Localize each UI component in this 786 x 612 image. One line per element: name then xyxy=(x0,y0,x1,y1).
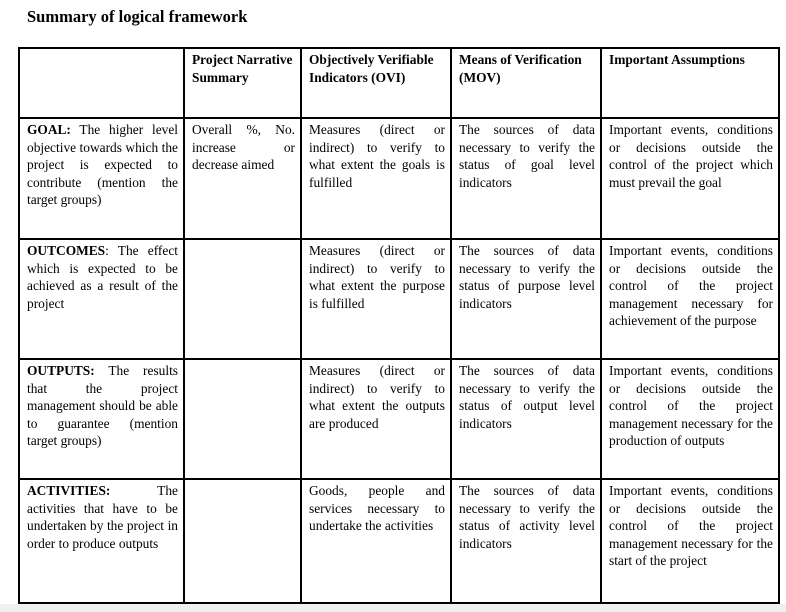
row-label: GOAL: xyxy=(27,122,71,137)
mov-cell: The sources of data necessary to verify the status of output level indicators xyxy=(451,359,601,479)
assumptions-cell: Important events, conditions or decisions outside the control of the project management necessary for the production of outputs xyxy=(601,359,779,479)
row-description: The results that the project management should be able to guarantee (mention target groups) xyxy=(27,363,178,448)
row-label-cell xyxy=(19,118,184,239)
assumptions-cell: Important events, conditions or decisions outside the control of the project management necessary for the start of the project xyxy=(601,479,779,603)
row-description: The activities that have to be undertaken by the project in order to produce outputs xyxy=(27,483,178,551)
row-label-cell xyxy=(19,359,184,479)
table-row-outcomes xyxy=(19,239,779,359)
table-row-activities xyxy=(19,479,779,603)
row-label-cell xyxy=(19,239,184,359)
assumptions-cell: Important events, conditions or decisions outside the control of the project management necessary for achievement of the purpose xyxy=(601,239,779,359)
header-ovi: Objectively Verifiable Indicators (OVI) xyxy=(301,48,451,118)
narrative-cell xyxy=(184,239,301,359)
table-header-row xyxy=(19,48,779,118)
narrative-cell: Overall %, No. increase or decrease aimed xyxy=(184,118,301,239)
row-label: ACTIVITIES: xyxy=(27,483,111,498)
row-label: OUTCOMES xyxy=(27,243,106,258)
document-title: Summary of logical framework xyxy=(27,7,248,26)
logical-framework-table xyxy=(18,47,780,604)
table-row-goal xyxy=(19,118,779,239)
table-row-outputs xyxy=(19,359,779,479)
assumptions-cell: Important events, conditions or decisions outside the control of the project which must prevail the goal xyxy=(601,118,779,239)
header-assumptions: Important Assumptions xyxy=(601,48,779,118)
header-mov: Means of Verification (MOV) xyxy=(451,48,601,118)
mov-cell: The sources of data necessary to verify the status of goal level indicators xyxy=(451,118,601,239)
row-label-cell xyxy=(19,479,184,603)
mov-cell: The sources of data necessary to verify the status of purpose level indicators xyxy=(451,239,601,359)
ovi-cell: Measures (direct or indirect) to verify to what extent the outputs are produced xyxy=(301,359,451,479)
mov-cell: The sources of data necessary to verify the status of activity level indicators xyxy=(451,479,601,603)
row-description: The higher level objective towards which the project is expected to contribute (mention the target groups) xyxy=(27,122,178,207)
header-empty xyxy=(19,48,184,118)
narrative-cell xyxy=(184,479,301,603)
page-bottom-margin xyxy=(0,604,786,612)
ovi-cell: Goods, people and services necessary to undertake the activities xyxy=(301,479,451,603)
ovi-cell: Measures (direct or indirect) to verify to what extent the purpose is fulfilled xyxy=(301,239,451,359)
row-description: : The effect which is expected to be achieved as a result of the project xyxy=(27,243,178,311)
row-label: OUTPUTS: xyxy=(27,363,95,378)
ovi-cell: Measures (direct or indirect) to verify to what extent the goals is fulfilled xyxy=(301,118,451,239)
header-narrative-summary: Project Narrative Summary xyxy=(184,48,301,118)
narrative-cell xyxy=(184,359,301,479)
